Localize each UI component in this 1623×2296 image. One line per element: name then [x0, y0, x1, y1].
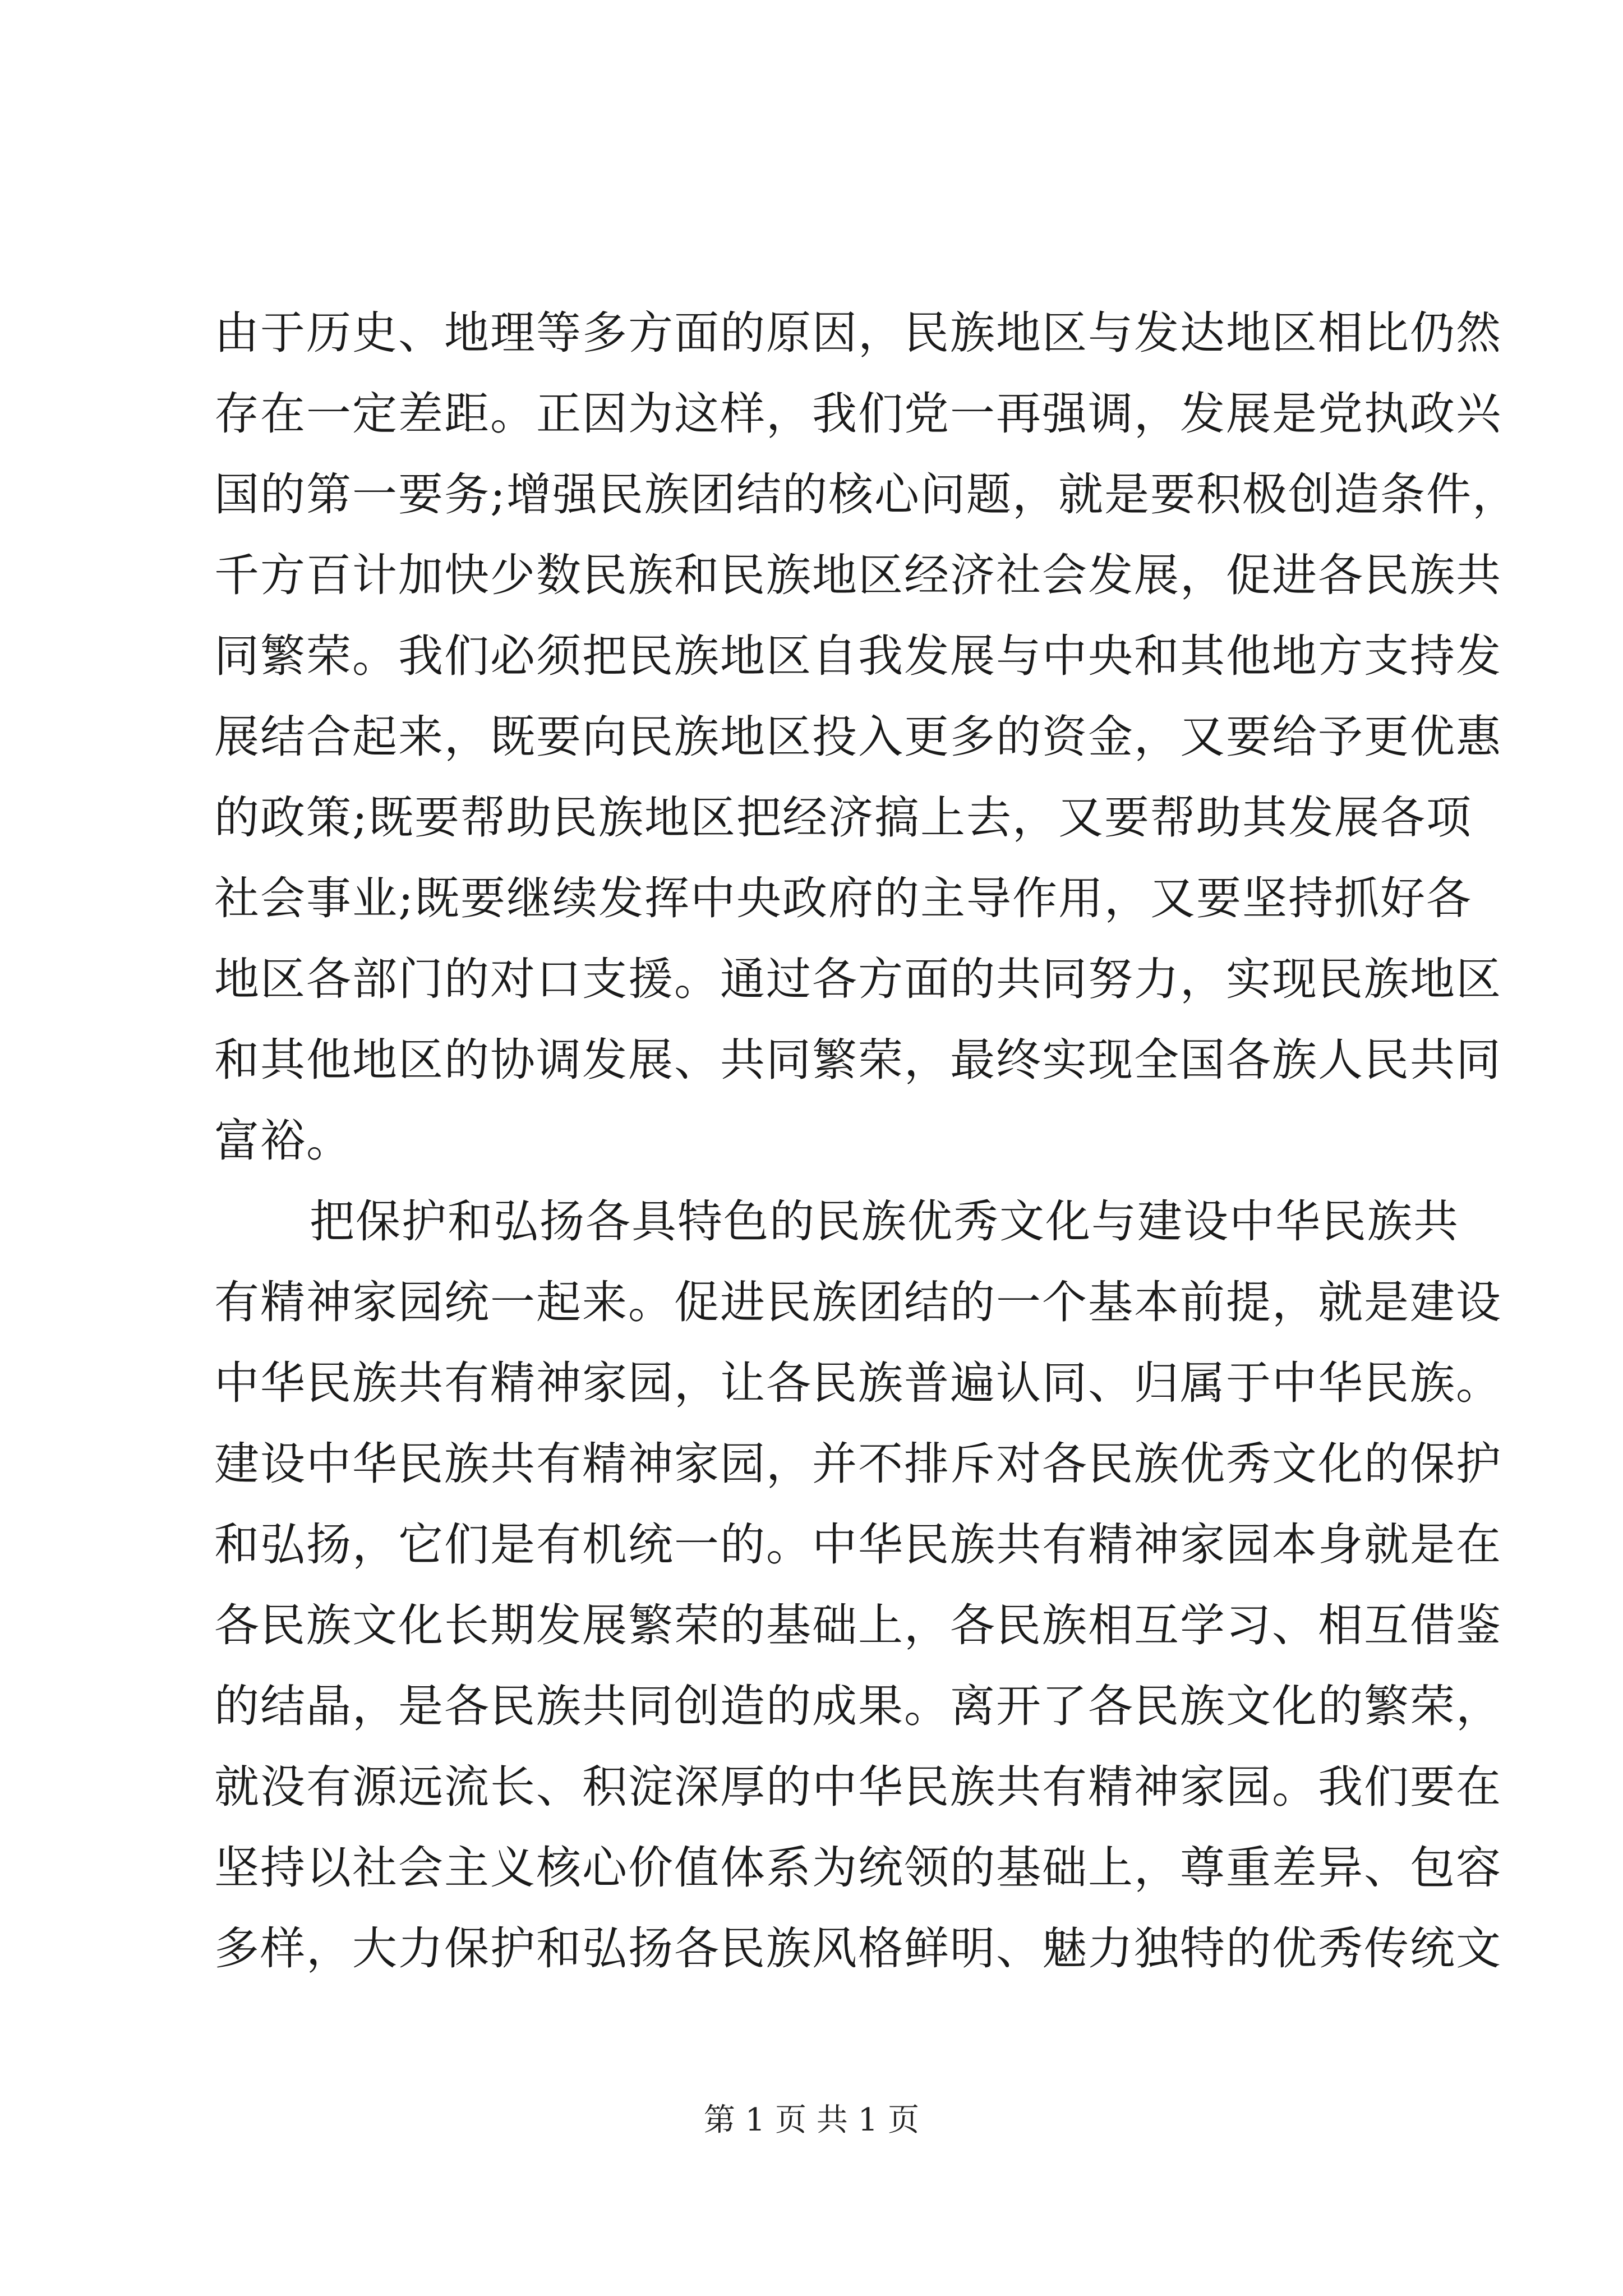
paragraph-first-line: 把保护和弘扬各具特色的民族优秀文化与建设中华民族共: [310, 1195, 1459, 1248]
text-line: 存在一定差距。正因为这样，我们党一再强调，发展是党执政兴: [214, 388, 1502, 440]
document-body: [214, 293, 1518, 1989]
text-line: 的结晶，是各民族共同创造的成果。离开了各民族文化的繁荣，: [214, 1680, 1502, 1732]
text-line: 多样，大力保护和弘扬各民族风格鲜明、魅力独特的优秀传统文: [214, 1922, 1502, 1975]
text-line: 千方百计加快少数民族和民族地区经济社会发展，促进各民族共: [214, 549, 1502, 601]
text-line: 社会事业;既要继续发挥中央政府的主导作用，又要坚持抓好各: [214, 872, 1472, 924]
text-line: 同繁荣。我们必须把民族地区自我发展与中央和其他地方支持发: [214, 630, 1502, 682]
text-line: 各民族文化长期发展繁荣的基础上，各民族相互学习、相互借鉴: [214, 1599, 1502, 1651]
text-line: 坚持以社会主义核心价值体系为统领的基础上，尊重差异、包容: [214, 1842, 1502, 1894]
text-line: 展结合起来，既要向民族地区投入更多的资金，又要给予更优惠: [214, 711, 1502, 763]
text-line: 建设中华民族共有精神家园，并不排斥对各民族优秀文化的保护: [214, 1438, 1502, 1490]
page-footer: [0, 2101, 1623, 2140]
text-line: 国的第一要务;增强民族团结的核心问题，就是要积极创造条件，: [214, 468, 1518, 521]
text-line: 和其他地区的协调发展、共同繁荣，最终实现全国各族人民共同: [214, 1034, 1502, 1086]
text-line: 的政策;既要帮助民族地区把经济搞上去，又要帮助其发展各项: [214, 792, 1472, 844]
page-number-label: 第 1 页 共 1 页: [703, 2102, 920, 2138]
text-line: 中华民族共有精神家园，让各民族普遍认同、归属于中华民族。: [214, 1357, 1502, 1409]
text-line: 和弘扬，它们是有机统一的。中华民族共有精神家园本身就是在: [214, 1519, 1502, 1571]
text-line: 有精神家园统一起来。促进民族团结的一个基本前提，就是建设: [214, 1276, 1502, 1328]
text-line: 地区各部门的对口支援。通过各方面的共同努力，实现民族地区: [214, 953, 1502, 1005]
text-line: 由于历史、地理等多方面的原因，民族地区与发达地区相比仍然: [214, 307, 1502, 359]
text-line: 富裕。: [214, 1115, 352, 1167]
text-line: 就没有源远流长、积淀深厚的中华民族共有精神家园。我们要在: [214, 1761, 1502, 1813]
